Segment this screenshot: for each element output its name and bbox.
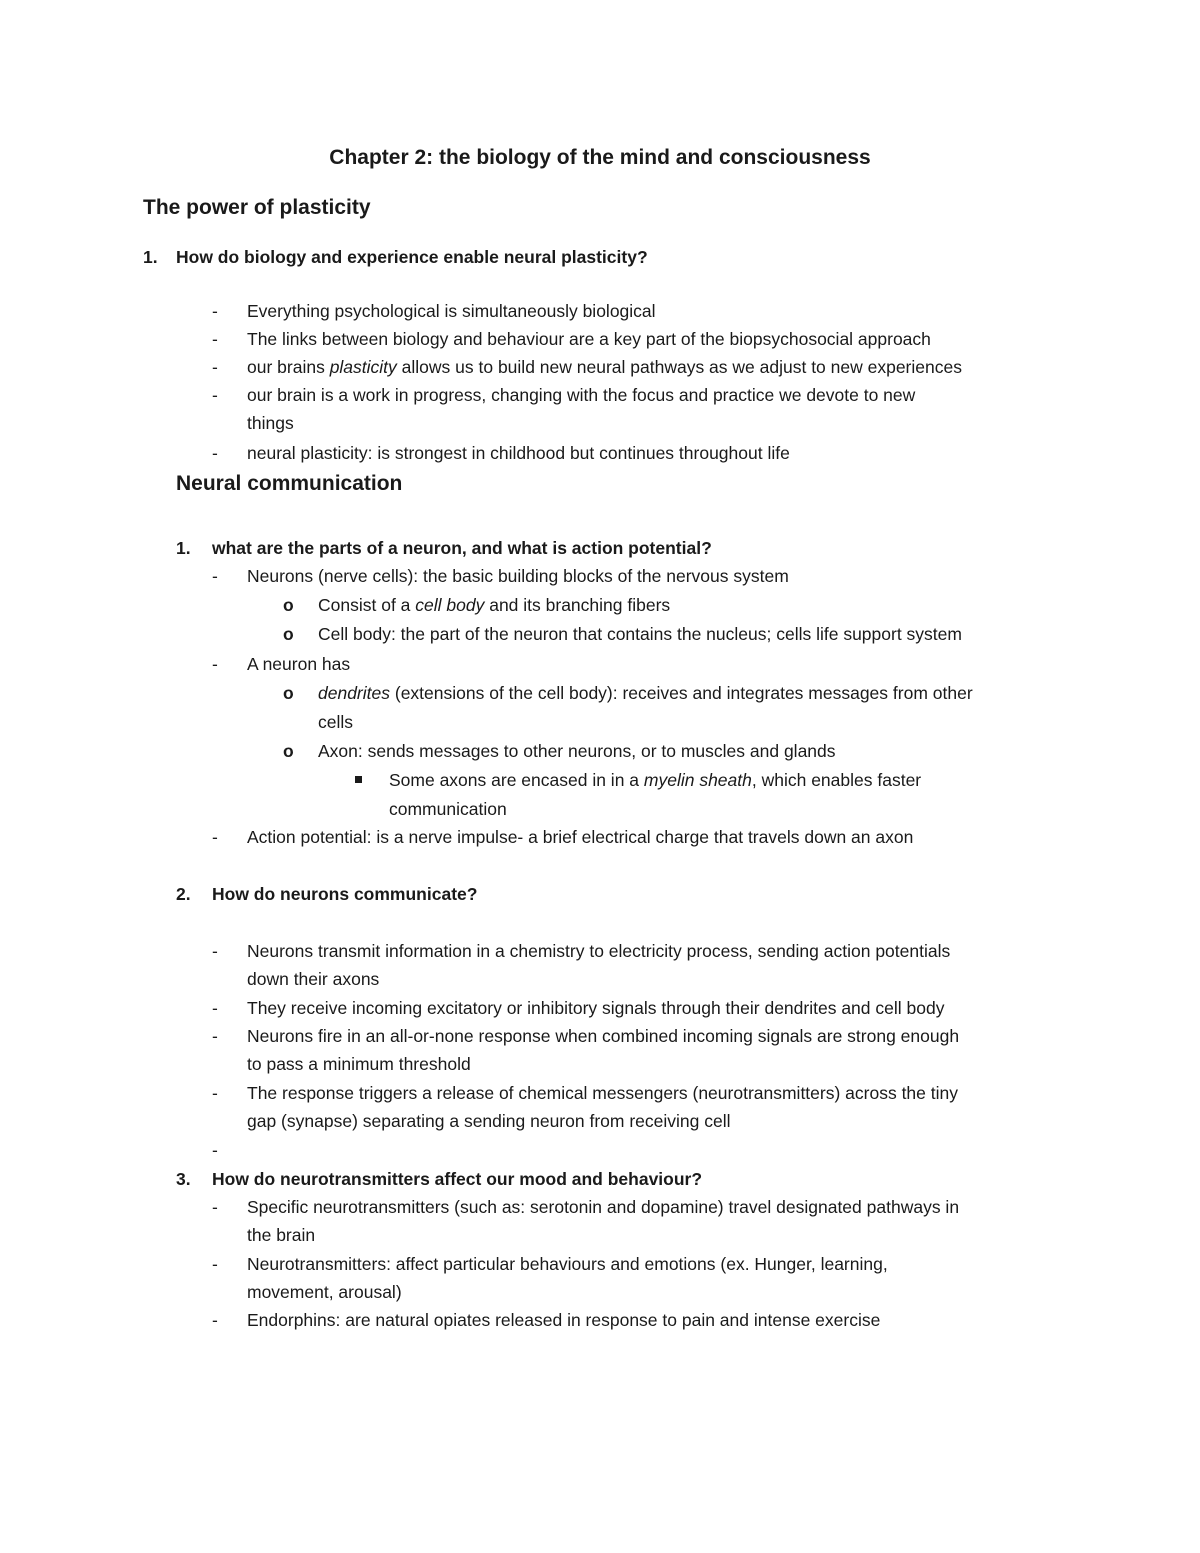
dash-bullet: - xyxy=(212,941,218,961)
bullet-text: Neurons fire in an all-or-none response when combined incoming signals are strong enough xyxy=(247,1026,960,1046)
circle-bullet: o xyxy=(283,741,294,761)
question-text: what are the parts of a neuron, and what is action potential? xyxy=(212,538,712,558)
dash-bullet: - xyxy=(212,827,218,847)
dash-bullet: - xyxy=(212,1026,218,1046)
bullet-text: Neurons (nerve cells): the basic building blocks of the nervous system xyxy=(247,566,789,586)
bullet-text: Action potential: is a nerve impulse- a brief electrical charge that travels down an axon xyxy=(247,827,914,847)
sub-bullet-text: Consist of a cell body and its branching fibers xyxy=(318,595,671,615)
sub-bullet-text: dendrites (extensions of the cell body): receives and integrates messages from other xyxy=(318,683,973,703)
bullet-text: our brain is a work in progress, changing with the focus and practice we devote to new xyxy=(247,385,916,405)
circle-bullet: o xyxy=(283,595,294,615)
bullet-text: Neurons transmit information in a chemistry to electricity process, sending action potentials xyxy=(247,941,951,961)
dash-bullet: - xyxy=(212,1310,218,1330)
section-heading-neural-communication: Neural communication xyxy=(176,472,403,495)
dash-bullet: - xyxy=(212,385,218,405)
circle-bullet: o xyxy=(283,683,294,703)
question-number: 1. xyxy=(143,247,158,267)
bullet-text: Specific neurotransmitters (such as: serotonin and dopamine) travel designated pathways in xyxy=(247,1197,960,1217)
dash-bullet: - xyxy=(212,566,218,586)
dash-bullet: - xyxy=(212,998,218,1018)
question-number: 3. xyxy=(176,1169,191,1189)
dash-bullet: - xyxy=(212,301,218,321)
bullet-text: Neurotransmitters: affect particular behaviours and emotions (ex. Hunger, learning, xyxy=(247,1254,888,1274)
bullet-text: our brains plasticity allows us to build new neural pathways as we adjust to new experiences xyxy=(247,357,962,377)
bullet-text-continued: to pass a minimum threshold xyxy=(247,1054,471,1074)
question-number: 1. xyxy=(176,538,191,558)
bullet-text: The response triggers a release of chemical messengers (neurotransmitters) across the tiny xyxy=(247,1083,958,1103)
dash-bullet-empty: - xyxy=(212,1140,218,1160)
question-text: How do biology and experience enable neural plasticity? xyxy=(176,247,648,267)
bullet-text: They receive incoming excitatory or inhibitory signals through their dendrites and cell body xyxy=(247,998,945,1018)
sub-bullet-text-continued: cells xyxy=(318,712,354,732)
chapter-title: Chapter 2: the biology of the mind and consciousness xyxy=(329,146,871,169)
question-text: How do neurotransmitters affect our mood and behaviour? xyxy=(212,1169,703,1189)
question-text: How do neurons communicate? xyxy=(212,884,478,904)
bullet-text-continued: things xyxy=(247,413,294,433)
question-number: 2. xyxy=(176,884,191,904)
dash-bullet: - xyxy=(212,1083,218,1103)
bullet-text: neural plasticity: is strongest in childhood but continues throughout life xyxy=(247,443,790,463)
sub-sub-bullet-text: Some axons are encased in in a myelin sheath, which enables faster xyxy=(389,770,922,790)
bullet-text-continued: the brain xyxy=(247,1225,316,1245)
sub-bullet-text: Axon: sends messages to other neurons, or to muscles and glands xyxy=(318,741,836,761)
dash-bullet: - xyxy=(212,1197,218,1217)
square-bullet xyxy=(355,776,362,783)
sub-bullet-text: Cell body: the part of the neuron that contains the nucleus; cells life support system xyxy=(318,624,962,644)
bullet-text-continued: movement, arousal) xyxy=(247,1282,402,1302)
section-heading-plasticity: The power of plasticity xyxy=(143,196,371,219)
dash-bullet: - xyxy=(212,1254,218,1274)
bullet-text: Everything psychological is simultaneously biological xyxy=(247,301,656,321)
bullet-text: A neuron has xyxy=(247,654,351,674)
bullet-text-continued: gap (synapse) separating a sending neuron from receiving cell xyxy=(247,1111,731,1131)
circle-bullet: o xyxy=(283,624,294,644)
bullet-text: The links between biology and behaviour are a key part of the biopsychosocial approach xyxy=(247,329,931,349)
dash-bullet: - xyxy=(212,654,218,674)
bullet-text-continued: down their axons xyxy=(247,969,380,989)
sub-sub-bullet-text-continued: communication xyxy=(389,799,507,819)
bullet-text: Endorphins: are natural opiates released in response to pain and intense exercise xyxy=(247,1310,881,1330)
dash-bullet: - xyxy=(212,329,218,349)
dash-bullet: - xyxy=(212,357,218,377)
dash-bullet: - xyxy=(212,443,218,463)
